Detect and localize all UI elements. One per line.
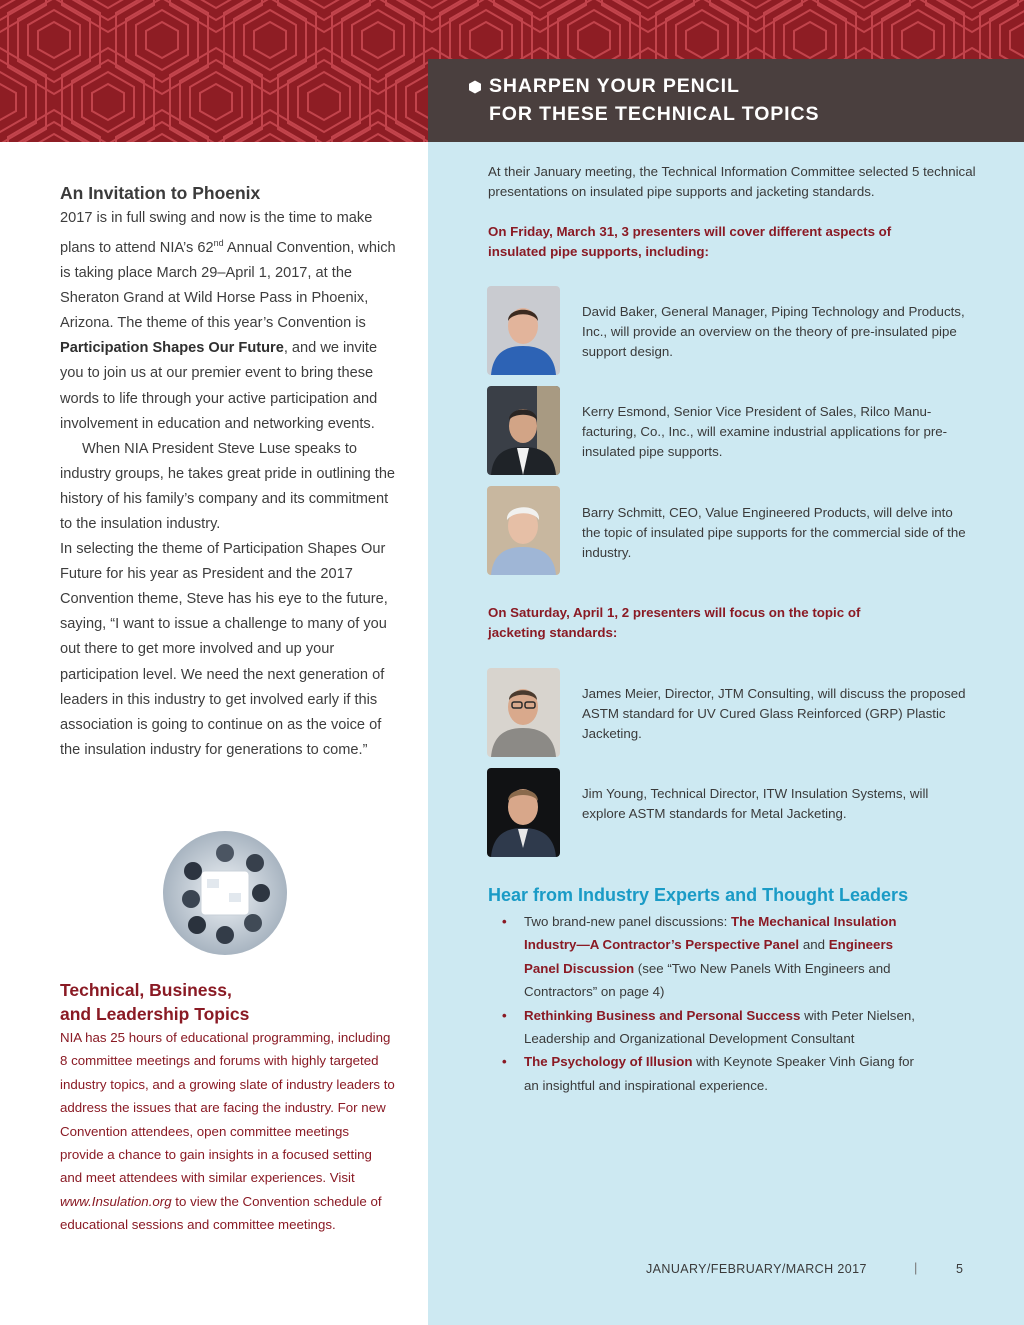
invitation-p1-text-c: , and we invite you to join us at our premier event to bring these words to life through your active participation and involvement in education and networking events.	[60, 340, 378, 432]
saturday-heading: On Saturday, April 1, 2 presenters will focus on the topic of jacketing standards:	[488, 605, 861, 640]
presenter-photo	[487, 486, 560, 575]
presenter-portrait	[487, 768, 560, 857]
footer-separator: |	[914, 1260, 918, 1275]
experts-heading: Hear from Industry Experts and Thought Leaders	[488, 885, 909, 905]
list-item-text: and	[799, 937, 829, 953]
issue-date: JANUARY/FEBRUARY/MARCH 2017	[646, 1262, 867, 1276]
presenter-photo	[487, 386, 560, 475]
list-item-text: with Keynote Speaker Vinh Giang for an insightful and inspirational experience.	[524, 1054, 914, 1093]
page-number: 5	[956, 1262, 963, 1276]
session-title: The Psychology of Illusion	[524, 1054, 693, 1070]
invitation-heading: An Invitation to Phoenix	[60, 183, 261, 203]
topics-heading-line1: Technical, Business,	[60, 980, 232, 1000]
session-title: Rethinking Business and Personal Success	[524, 1007, 801, 1023]
insulation-website-link[interactable]: www.Insulation.org	[60, 1193, 172, 1209]
section-header-box	[428, 59, 1024, 142]
presenter-photo	[487, 286, 560, 375]
ordinal-suffix: nd	[213, 238, 224, 249]
topics-paragraph	[60, 1026, 395, 1237]
presenter-portrait	[487, 286, 560, 375]
presenter-bio: James Meier, Director, JTM Consulting, will discuss the proposed ASTM standard for UV Cured Glass Reinforced (GRP) Plastic Jacketing.	[582, 686, 966, 741]
invitation-article	[60, 183, 400, 763]
bullet-icon: •	[502, 914, 507, 929]
invitation-paragraph-3: In selecting the theme of Participation Shapes Our Future for his year as President and the 2017 Convention theme, Steve has his eye to the future, saying, “I want to issue a challenge to many of you out there to get more involved and up your participation level. We need the next generation of leaders in this industry to get involved early if this association is going to continue on as the voice of the insulation industry for generations to come.”	[60, 541, 388, 758]
presenter-photo	[487, 768, 560, 857]
presenter-portrait	[487, 486, 560, 575]
presenter-bio: Barry Schmitt, CEO, Value Engineered Products, will delve into the topic of insulated pipe supports for the commercial side of the industry.	[582, 505, 966, 560]
convention-theme: Participation Shapes Our Future	[60, 340, 284, 357]
list-item	[502, 1050, 932, 1097]
meeting-table-photo	[163, 831, 287, 955]
presenter-bio: Jim Young, Technical Director, ITW Insulation Systems, will explore ASTM standards for Metal Jacketing.	[582, 786, 929, 821]
list-item	[502, 910, 932, 1004]
invitation-paragraph-1	[60, 206, 400, 437]
topics-text-a: NIA has 25 hours of educational programming, including 8 committee meetings and forums with highly targeted industry topics, and a growing slate of industry leaders to address the issues that are facing the industry. For new Convention attendees, open committee meetings provide a chance to gain insights in a focused setting and meet attendees with similar experiences. Visit	[60, 1030, 395, 1186]
technical-intro: At their January meeting, the Technical Information Committee selected 5 technical presentations on insulated pipe supports and jacketing standards.	[488, 164, 976, 199]
topics-article	[60, 979, 395, 1237]
bullet-icon: •	[502, 1054, 507, 1070]
invitation-p1-text-b: Annual Convention, which is taking place March 29–April 1, 2017, at the Sheraton Grand at Wild Horse Pass in Phoenix, Arizona. The theme of this year’s Convention is	[60, 239, 396, 332]
meeting-photo-graphic	[163, 831, 287, 955]
topics-heading-line2: and Leadership Topics	[60, 1003, 250, 1024]
presenter-portrait	[487, 668, 560, 757]
presenter-bio: David Baker, General Manager, Piping Technology and Products, Inc., will provide an overview on the theory of pre-insulated pipe support design.	[582, 304, 965, 359]
list-item	[502, 1004, 932, 1051]
friday-heading: On Friday, March 31, 3 presenters will cover different aspects of insulated pipe supports, including:	[488, 224, 892, 259]
list-item-text: with Peter Nielsen, Leadership and Organizational Development Consultant	[524, 1007, 915, 1047]
section-title-line2: FOR THESE TECHNICAL TOPICS	[489, 103, 820, 125]
list-item-text: (see “Two New Panels With Engineers and Contractors” on page 4)	[524, 960, 891, 1000]
hexagon-icon	[468, 80, 482, 94]
bullet-icon: •	[502, 1007, 507, 1023]
list-item-text: Two brand-new panel discussions:	[524, 914, 731, 929]
invitation-p1-text-a: 2017 is in full swing and now is the time to make plans to attend NIA’s 62	[60, 210, 373, 256]
invitation-paragraph-2: When NIA President Steve Luse speaks to industry groups, he takes great pride in outlining the history of his family’s company and its commitment to the insulation industry.	[60, 440, 396, 532]
presenter-photo	[487, 668, 560, 757]
panel-title-engineers: Engineers Panel Discussion	[524, 937, 894, 976]
panel-title-contractor: The Mechanical Insulation Industry—A Contractor’s Perspective Panel	[524, 914, 897, 953]
topics-text-b: to view the Convention schedule of educational sessions and committee meetings.	[60, 1193, 382, 1233]
presenter-portrait	[487, 386, 560, 475]
topics-heading	[60, 979, 395, 1026]
experts-list	[502, 910, 932, 1097]
presenter-bio: Kerry Esmond, Senior Vice President of Sales, Rilco Manu-facturing, Co., Inc., will examine industrial applications for pre-insulated pipe supports.	[582, 404, 948, 459]
section-title-line1: SHARPEN YOUR PENCIL	[489, 75, 740, 97]
